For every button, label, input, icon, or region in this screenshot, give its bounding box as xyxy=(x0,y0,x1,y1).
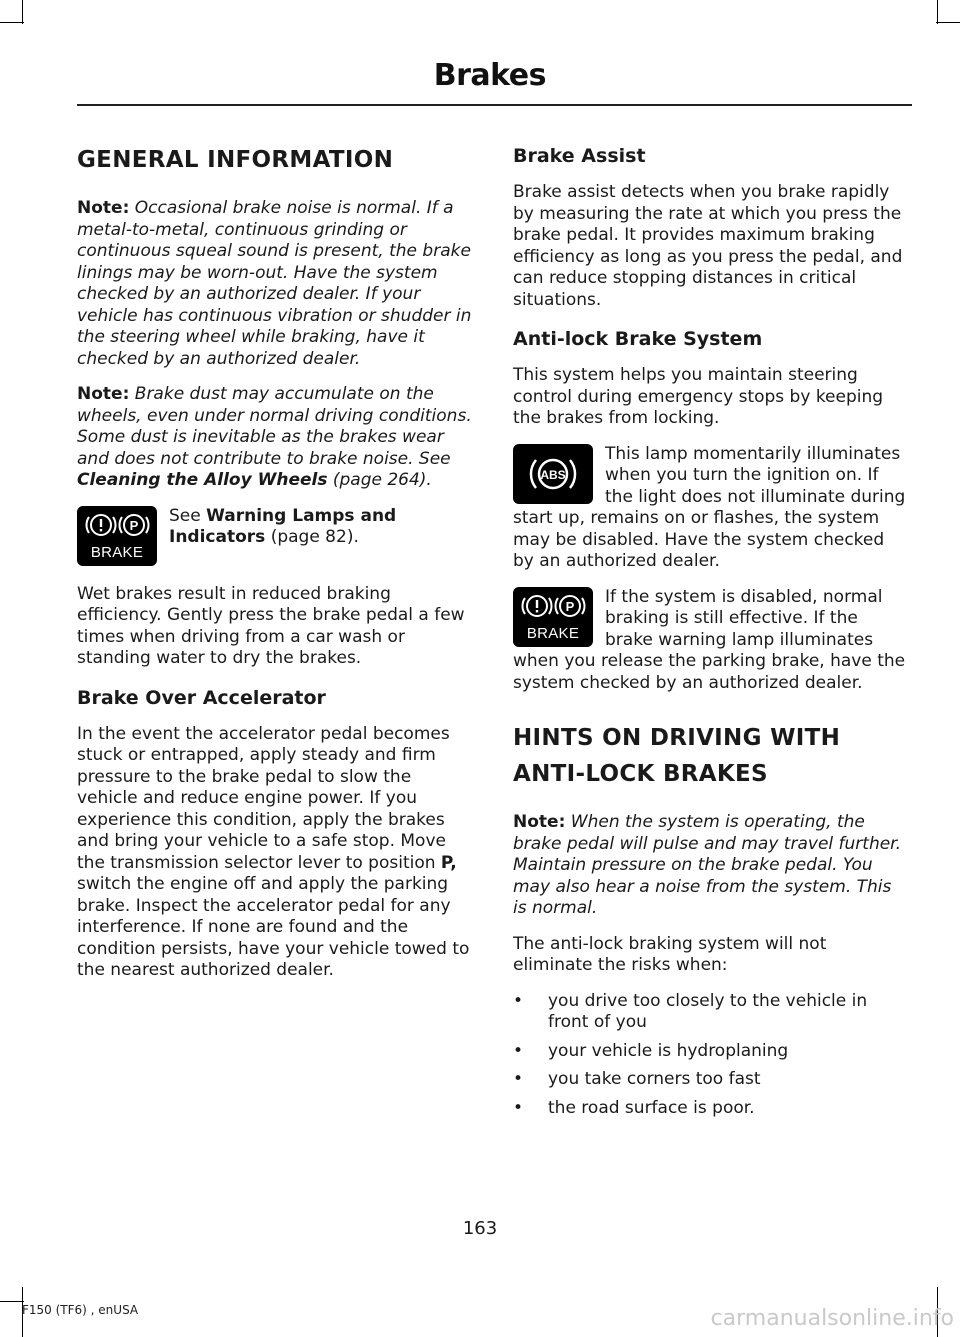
crop-mark xyxy=(22,0,23,24)
brake-warning-lamp-row xyxy=(77,506,473,570)
bullet-icon: • xyxy=(513,1040,524,1061)
paragraph-risks: The anti-lock braking system will not eliminate the risks when: xyxy=(513,933,827,975)
watermark: carmanualsonline.info xyxy=(710,1306,954,1331)
note-text: When the system is operating, the brake pedal will pulse and may travel further. Maintain pressure on the brake pedal. You may also hear a noise from the system. This is normal. xyxy=(513,812,902,918)
bullet-icon: • xyxy=(513,990,524,1011)
brake-circle-symbols-icon xyxy=(82,512,152,538)
brake-lamp-label: BRAKE xyxy=(526,624,580,642)
note-brake-noise xyxy=(77,198,473,370)
paragraph-brake-assist: Brake assist detects when you brake rapidly by measuring the rate at which you press the brake pedal. It provides maximum braking efficiency as long as you press the pedal, and can reduce stopping distances in critical situations. xyxy=(513,182,903,310)
paragraph-text: switch the engine off and apply the parking brake. Inspect the accelerator pedal for any interference. If none are found and the condition persists, have your vehicle towed to the nearest authorized dealer. xyxy=(77,874,470,980)
crop-mark xyxy=(936,22,960,23)
gear-position: P, xyxy=(440,852,457,873)
abs-lamp-label: ABS xyxy=(540,467,566,482)
list-item xyxy=(513,1098,909,1120)
crop-mark xyxy=(0,22,24,23)
note-brake-dust xyxy=(77,384,473,492)
left-column xyxy=(77,142,473,996)
subheading-brake-assist: Brake Assist xyxy=(513,145,646,167)
abs-lamp-row xyxy=(513,444,909,573)
svg-text:P: P xyxy=(129,517,139,533)
page-title: Brakes xyxy=(433,58,546,93)
cross-reference-link[interactable]: Cleaning the Alloy Wheels xyxy=(77,470,328,490)
cross-reference-link[interactable]: Warning Lamps and Indicators xyxy=(169,505,397,547)
abs-warning-lamp-icon xyxy=(513,444,593,504)
page-number: 163 xyxy=(462,1218,498,1239)
brake-lamp-text: If the system is disabled, normal braking is still effective. If the brake warning lamp illuminates when you release the parking brake, have the system checked by an authorized dealer. xyxy=(513,586,906,693)
brake-warning-lamp-icon xyxy=(513,587,593,647)
page-reference: (page 264). xyxy=(332,470,432,490)
section-heading-general-information: GENERAL INFORMATION xyxy=(77,147,394,173)
note-system-operating xyxy=(513,812,909,920)
brake-warning-lamp-icon xyxy=(77,506,157,566)
note-label: Note: xyxy=(77,198,130,218)
note-text: Brake dust may accumulate on the wheels, even under normal driving conditions. Some dust is inevitable as the brakes wear and does not contribute to brake noise. See xyxy=(77,384,472,469)
footer-model-code: F150 (TF6) , enUSA xyxy=(22,1303,139,1317)
abs-symbol-icon xyxy=(525,448,581,500)
brake-lamp-label: BRAKE xyxy=(90,543,144,561)
list-item xyxy=(513,1069,909,1091)
list-item-text: your vehicle is hydroplaning xyxy=(548,1040,789,1061)
see-text: See xyxy=(169,505,201,526)
list-item-text: you drive too closely to the vehicle in front of you xyxy=(548,990,868,1032)
crop-mark xyxy=(937,0,938,24)
note-label: Note: xyxy=(77,384,130,404)
brake-lamp-row xyxy=(513,587,909,695)
page-reference: (page 82). xyxy=(270,527,359,547)
bullet-icon: • xyxy=(513,1069,524,1089)
header-divider xyxy=(77,104,912,106)
bullet-icon: • xyxy=(513,1097,524,1118)
paragraph-wet-brakes: Wet brakes result in reduced braking efficiency. Gently press the brake pedal a few times when driving from a car wash or standing water to dry the brakes. xyxy=(77,583,465,668)
note-text: Occasional brake noise is normal. If a metal-to-metal, continuous grinding or continuous squeal sound is present, the brake linings may be worn-out. Have the system checked by an authorized dealer. If your vehicle has continuous vibration or shudder in the steering wheel while braking, have it checked by an authorized dealer. xyxy=(77,198,472,369)
note-label: Note: xyxy=(513,812,566,832)
subheading-brake-over-accelerator: Brake Over Accelerator xyxy=(77,686,326,709)
subheading-anti-lock-brake-system: Anti-lock Brake System xyxy=(513,328,763,350)
paragraph-brake-over-accelerator xyxy=(77,724,473,982)
paragraph-text: In the event the accelerator pedal becomes stuck or entrapped, apply steady and firm pressure to the brake pedal to slow the vehicle and reduce engine power. If you experience this condition, apply the brakes and bring your vehicle to a safe stop. Move the transmission selector lever to position xyxy=(77,723,450,873)
list-item-text: you take corners too fast xyxy=(548,1069,761,1089)
list-item xyxy=(513,991,909,1034)
svg-text:P: P xyxy=(565,598,575,614)
paragraph-abs: This system helps you maintain steering control during emergency stops by keeping the brakes from locking. xyxy=(513,365,884,428)
risk-list xyxy=(513,991,909,1120)
list-item xyxy=(513,1041,909,1063)
section-heading-hints-anti-lock: HINTS ON DRIVING WITH ANTI-LOCK BRAKES xyxy=(513,725,841,787)
brake-circle-symbols-icon xyxy=(518,593,588,619)
right-column xyxy=(513,142,909,1126)
list-item-text: the road surface is poor. xyxy=(548,1097,755,1118)
crop-mark xyxy=(0,1301,24,1302)
abs-lamp-text: This lamp momentarily illuminates when you turn the ignition on. If the light does not illuminate during start up, remains on or flashes, the system may be disabled. Have the system checked by an authorized dealer. xyxy=(513,443,906,571)
